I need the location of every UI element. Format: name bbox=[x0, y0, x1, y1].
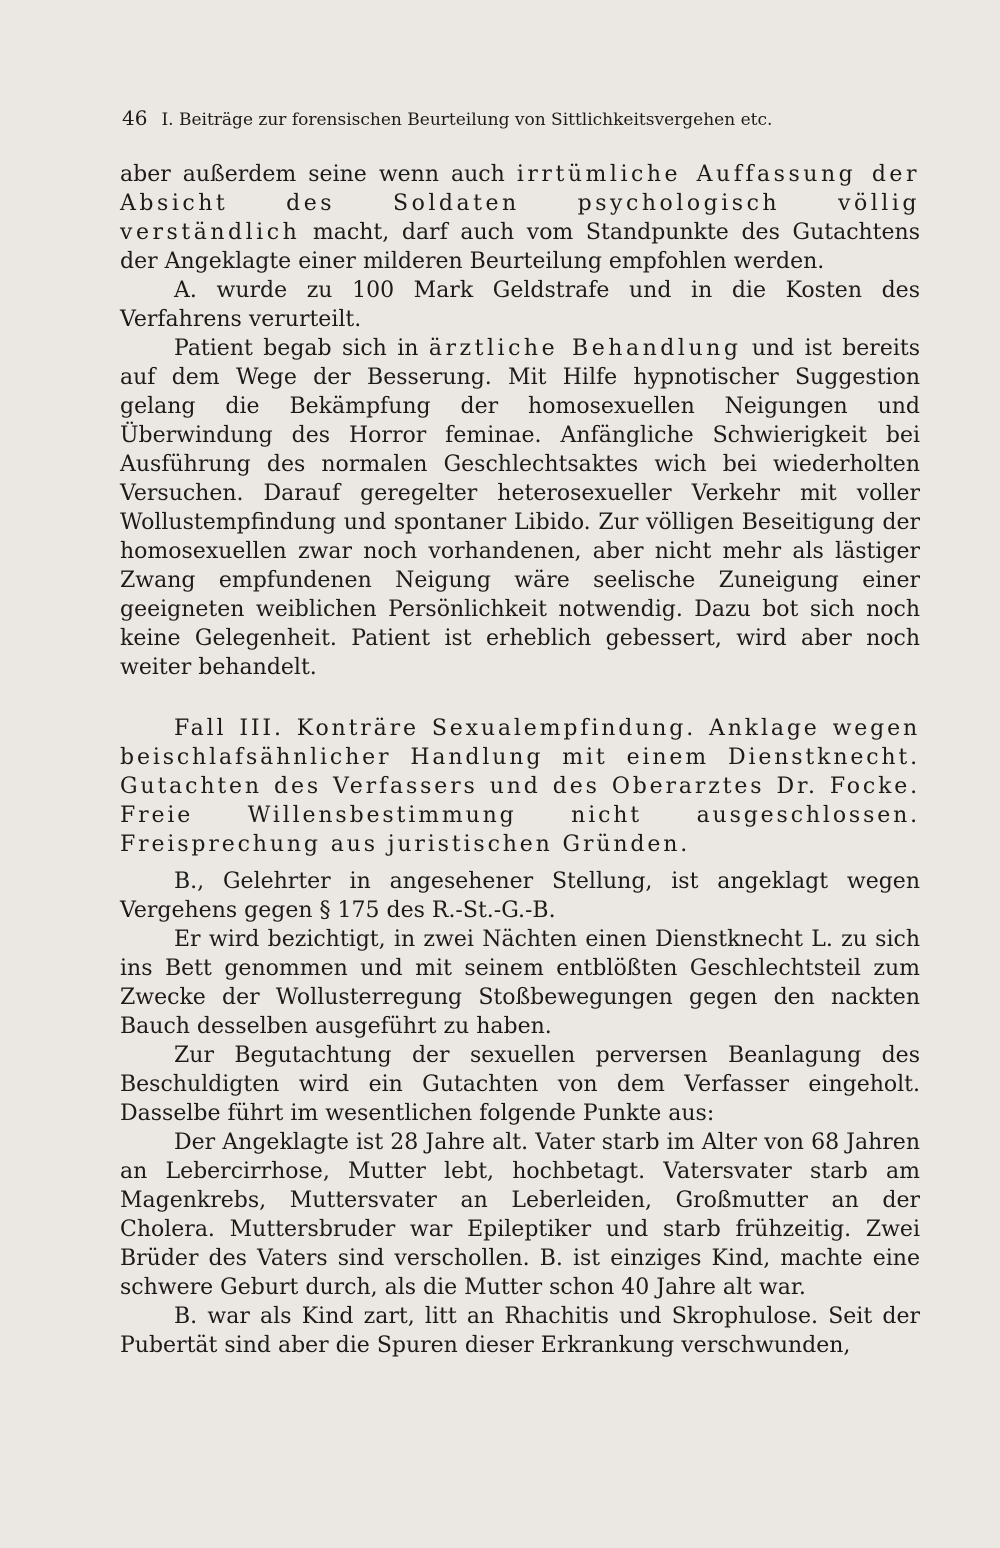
text-run: aber außerdem seine wenn auch bbox=[120, 162, 517, 187]
paragraph-childhood: B. war als Kind zart, litt an Rhachitis und Skrophulose. Seit der Pubertät sind aber die Spuren dieser Erkrankung verschwunden, bbox=[120, 1304, 920, 1358]
paragraph-charge: Er wird bezichtigt, in zwei Nächten einen Dienstknecht L. zu sich ins Bett genommen und mit seinem entblößten Geschlechtsteil zum Zwecke der Wollusterregung Stoßbewegungen gegen den nackten Bauch desselben ausgeführt zu haben. bbox=[120, 927, 920, 1039]
paragraph-expertise: Zur Begutachtung der sexuellen perversen Beanlagung des Beschuldigten wird ein Gutachten von dem Verfasser eingeholt. Dasselbe führt im wesentlichen folgende Punkte aus: bbox=[120, 1043, 920, 1126]
text-run: und ist bereits auf dem Wege der Besserung. Mit Hilfe hypnotischer Suggestion gelang die Bekämpfung der homosexuellen Neigungen und Überwindung des Horror feminae. Anfängliche Schwierigkeit bei Ausführung des normalen Geschlechtsaktes wich bei wiederholten Versuchen. Darauf geregelter heterosexueller Verkehr mit voller Wollustempfindung und spontaner Libido. Zur völligen Beseitigung der homosexuellen zwar noch vorhandenen, aber nicht mehr als lästiger Zwang empfundenen Neigung wäre seelische Zuneigung einer geeigneten weiblichen Persönlichkeit notwendig. Dazu bot sich noch keine Gelegenheit. Patient ist erheblich gebessert, wird aber noch weiter behandelt. bbox=[120, 336, 920, 680]
body-text bbox=[120, 160, 920, 1360]
spaced-emphasis: ärztliche Behandlung bbox=[428, 336, 742, 361]
paragraph-accused: B., Gelehrter in angesehener Stellung, ist angeklagt wegen Vergehens gegen § 175 des R.-St.-G.-B. bbox=[120, 869, 920, 923]
paragraph-treatment bbox=[120, 334, 920, 682]
case-heading: Fall III. Konträre Sexualempfindung. Anklage wegen beischlafsähnlicher Handlung mit einem Dienstknecht. Gutachten des Verfassers und des Oberarztes Dr. Focke. Freie Willensbestimmung nicht ausgeschlossen. Freisprechung aus juristischen Gründen. bbox=[120, 716, 920, 857]
paragraph-verdict: A. wurde zu 100 Mark Geldstrafe und in die Kosten des Verfahrens verurteilt. bbox=[120, 278, 920, 332]
page-number: 46 bbox=[122, 106, 148, 130]
text-run: Patient begab sich in bbox=[174, 336, 429, 361]
running-header bbox=[122, 106, 882, 130]
text-run: macht, darf auch vom Standpunkte des Gutachtens der Angeklagte einer milderen Beurteilung empfohlen werden. bbox=[120, 220, 920, 274]
paragraph-family-history: Der Angeklagte ist 28 Jahre alt. Vater starb im Alter von 68 Jahren an Lebercirrhose, Mutter lebt, hochbetagt. Vatersvater starb am Magenkrebs, Muttersvater an Leberleiden, Großmutter an der Cholera. Muttersbruder war Epileptiker und starb frühzeitig. Zwei Brüder des Vaters sind verschollen. B. ist einziges Kind, machte eine schwere Geburt durch, als die Mutter schon 40 Jahre alt war. bbox=[120, 1130, 920, 1300]
spaced-emphasis: irrtümliche Auffassung der Absicht des Soldaten psychologisch völlig verständlich bbox=[120, 162, 920, 245]
running-title: I. Beiträge zur forensischen Beurteilung von Sittlichkeitsvergehen etc. bbox=[161, 110, 773, 130]
paragraph-continuation bbox=[120, 160, 920, 276]
